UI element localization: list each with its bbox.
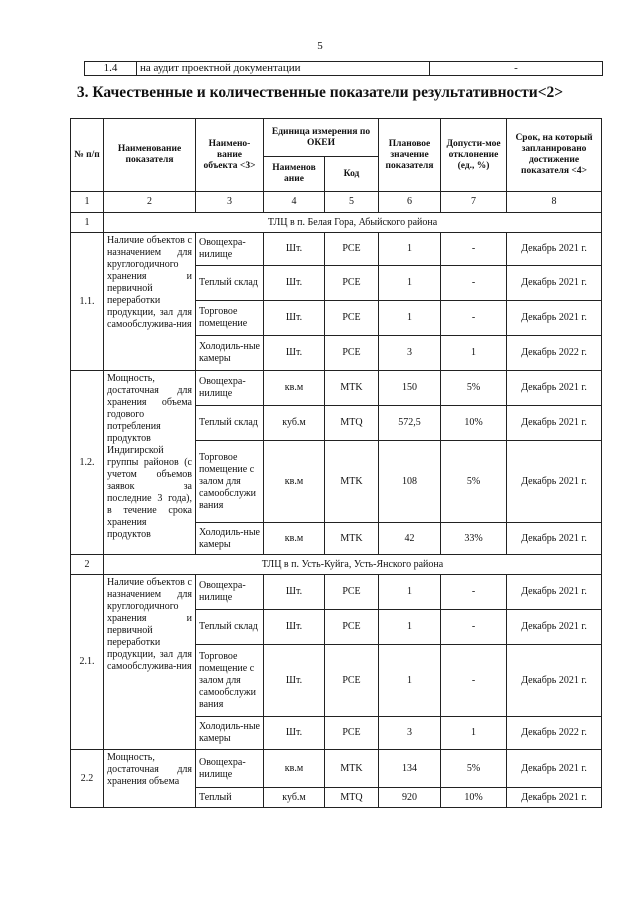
header-object: Наимено-вание объекта <3> [196,119,264,192]
object-name: Холодиль-ные камеры [196,717,264,750]
unit-code: MTK [325,750,379,788]
deadline-value: Декабрь 2021 г. [507,406,602,441]
row-value: - [430,62,603,76]
table-row [71,750,602,788]
table-row [71,233,602,266]
deviation-value: - [441,610,507,645]
deviation-value: 10% [441,406,507,441]
deadline-value: Декабрь 2021 г. [507,575,602,610]
previous-table-fragment [84,61,603,76]
plan-value: 108 [379,441,441,523]
deadline-value: Декабрь 2021 г. [507,750,602,788]
object-name: Холодиль-ные камеры [196,336,264,371]
table-row [71,371,602,406]
indicator-name: Мощность, достаточная для хранения объема [104,750,196,808]
deadline-value: Декабрь 2021 г. [507,645,602,717]
unit-name: Шт. [264,301,325,336]
deviation-value: 1 [441,336,507,371]
indicators-table [70,118,602,808]
section-name: ТЛЦ в п. Усть-Куйга, Усть-Янского района [104,555,602,575]
unit-code: PCE [325,266,379,301]
deviation-value: - [441,575,507,610]
unit-code: PCE [325,645,379,717]
row-text: на аудит проектной документации [137,62,430,76]
section-row [71,213,602,233]
unit-code: MTK [325,371,379,406]
col-number: 7 [441,192,507,213]
object-name: Холодиль-ные камеры [196,523,264,555]
deadline-value: Декабрь 2021 г. [507,523,602,555]
object-name: Овощехра-нилище [196,750,264,788]
plan-value: 3 [379,717,441,750]
plan-value: 1 [379,233,441,266]
indicator-name: Наличие объектов с назначением для круглогодичного хранения и первичной переработки продукции, зал для самообслужива-ния [104,575,196,750]
header-plan: Плановое значение показателя [379,119,441,192]
unit-name: Шт. [264,610,325,645]
object-name: Теплый склад [196,610,264,645]
unit-name: куб.м [264,788,325,808]
section-name: ТЛЦ в п. Белая Гора, Абыйского района [104,213,602,233]
deviation-value: 5% [441,371,507,406]
plan-value: 1 [379,645,441,717]
col-number: 4 [264,192,325,213]
unit-code: MTK [325,441,379,523]
header-indicator: Наименование показателя [104,119,196,192]
deadline-value: Декабрь 2021 г. [507,610,602,645]
plan-value: 150 [379,371,441,406]
unit-name: кв.м [264,371,325,406]
deadline-value: Декабрь 2022 г. [507,336,602,371]
object-name: Торговое помещение [196,301,264,336]
col-number: 3 [196,192,264,213]
unit-name: кв.м [264,441,325,523]
unit-code: PCE [325,610,379,645]
col-number: 6 [379,192,441,213]
plan-value: 3 [379,336,441,371]
object-name: Торговое помещение с залом для самообслужи вания [196,645,264,717]
object-name: Овощехра-нилище [196,575,264,610]
unit-name: Шт. [264,717,325,750]
unit-code: PCE [325,301,379,336]
group-number: 1.1. [71,233,104,371]
section-row [71,555,602,575]
deviation-value: 5% [441,441,507,523]
object-name: Теплый склад [196,266,264,301]
plan-value: 1 [379,575,441,610]
plan-value: 920 [379,788,441,808]
plan-value: 1 [379,266,441,301]
deadline-value: Декабрь 2021 г. [507,371,602,406]
row-number: 1.4 [85,62,137,76]
unit-name: Шт. [264,645,325,717]
unit-code: PCE [325,575,379,610]
unit-name: Шт. [264,575,325,610]
deviation-value: 1 [441,717,507,750]
plan-value: 1 [379,610,441,645]
group-number: 1.2. [71,371,104,555]
page-number: 5 [317,40,323,52]
header-deviation: Допусти-мое отклонение (ед., %) [441,119,507,192]
deviation-value: - [441,233,507,266]
deadline-value: Декабрь 2021 г. [507,266,602,301]
unit-code: PCE [325,233,379,266]
plan-value: 134 [379,750,441,788]
unit-name: Шт. [264,233,325,266]
unit-name: Шт. [264,336,325,371]
col-number: 2 [104,192,196,213]
section-number: 2 [71,555,104,575]
col-number: 1 [71,192,104,213]
deviation-value: - [441,301,507,336]
object-name: Теплый [196,788,264,808]
section-number: 1 [71,213,104,233]
plan-value: 572,5 [379,406,441,441]
plan-value: 1 [379,301,441,336]
unit-name: Шт. [264,266,325,301]
header-unit-name: Наименов ание [264,157,325,192]
unit-name: кв.м [264,523,325,555]
unit-code: PCE [325,336,379,371]
deadline-value: Декабрь 2021 г. [507,441,602,523]
header-unit-code: Код [325,157,379,192]
indicator-name: Мощность, достаточная для хранения объема годового потребления продуктов Индигирской группы районов (с учетом объемов заявок за последние 3 года), в течение срока хранения продуктов [104,371,196,555]
group-number: 2.2 [71,750,104,808]
table-row [85,62,603,76]
indicator-name: Наличие объектов с назначением для круглогодичного хранения и первичной переработки продукции, зал для самообслужива-ния [104,233,196,371]
deviation-value: - [441,266,507,301]
col-number: 8 [507,192,602,213]
col-number: 5 [325,192,379,213]
header-num: № п/п [71,119,104,192]
section-title: 3. Качественные и количественные показатели результативности<2> [76,84,564,101]
unit-name: куб.м [264,406,325,441]
object-name: Овощехра-нилище [196,233,264,266]
unit-code: PCE [325,717,379,750]
object-name: Овощехра-нилище [196,371,264,406]
deviation-value: 10% [441,788,507,808]
unit-name: кв.м [264,750,325,788]
header-deadline: Срок, на который запланировано достижение показателя <4> [507,119,602,192]
deadline-value: Декабрь 2021 г. [507,788,602,808]
deadline-value: Декабрь 2021 г. [507,301,602,336]
deviation-value: - [441,645,507,717]
table-row [71,575,602,610]
unit-code: MTQ [325,406,379,441]
object-name: Торговое помещение с залом для самообслужи вания [196,441,264,523]
plan-value: 42 [379,523,441,555]
header-unit-group: Единица измерения по ОКЕИ [264,119,379,157]
group-number: 2.1. [71,575,104,750]
unit-code: MTQ [325,788,379,808]
deadline-value: Декабрь 2021 г. [507,233,602,266]
deviation-value: 33% [441,523,507,555]
deviation-value: 5% [441,750,507,788]
object-name: Теплый склад [196,406,264,441]
unit-code: MTK [325,523,379,555]
deadline-value: Декабрь 2022 г. [507,717,602,750]
